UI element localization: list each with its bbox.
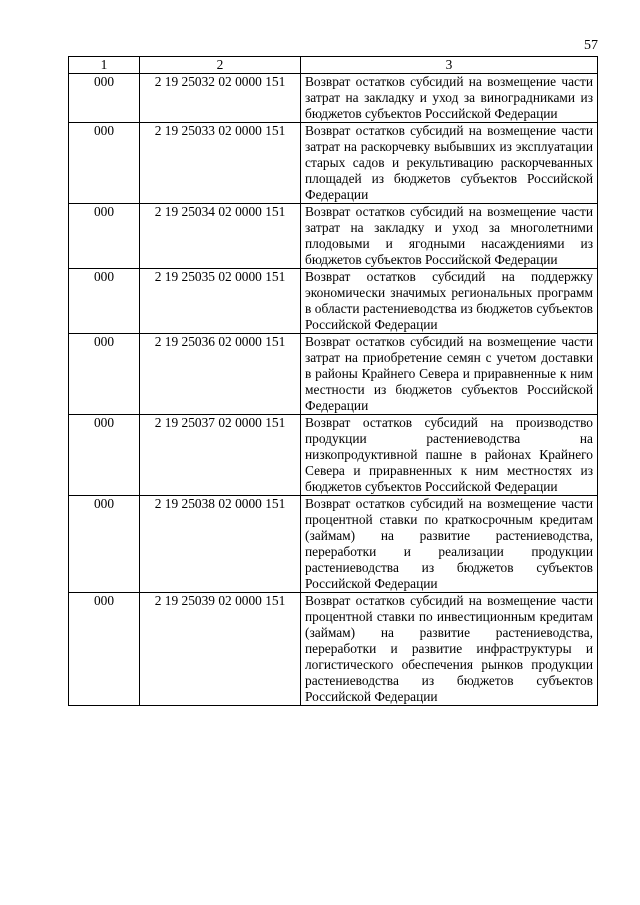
description-cell: Возврат остатков субсидий на возмещение части затрат на приобретение семян с учетом доставки в районы Крайнего Севера и приравненные к ним местности из бюджетов субъектов Российской Федерации: [301, 334, 598, 415]
description-cell: Возврат остатков субсидий на возмещение части процентной ставки по краткосрочным кредитам (займам) на развитие растениеводства, переработки и реализации продукции растениеводства из бюджетов субъектов Российской Федерации: [301, 496, 598, 593]
admin-code-cell: 000: [69, 74, 140, 123]
table-row: [69, 269, 598, 334]
budget-code-cell: 2 19 25038 02 0000 151: [140, 496, 301, 593]
table-row: [69, 74, 598, 123]
table-row: [69, 593, 598, 706]
column-header-3: 3: [301, 57, 598, 74]
page-number: 57: [584, 38, 598, 53]
admin-code-cell: 000: [69, 496, 140, 593]
table-header-row: [69, 57, 598, 74]
table-row: [69, 334, 598, 415]
description-cell: Возврат остатков субсидий на возмещение части затрат на раскорчевку выбывших из эксплуатации старых садов и рекультивацию раскорчеванных площадей из бюджетов субъектов Российской Федерации: [301, 123, 598, 204]
budget-code-cell: 2 19 25036 02 0000 151: [140, 334, 301, 415]
budget-code-cell: 2 19 25039 02 0000 151: [140, 593, 301, 706]
table-row: [69, 123, 598, 204]
column-header-2: 2: [140, 57, 301, 74]
description-cell: Возврат остатков субсидий на возмещение части затрат на закладку и уход за многолетними плодовыми и ягодными насаждениями из бюджетов субъектов Российской Федерации: [301, 204, 598, 269]
description-cell: Возврат остатков субсидий на производство продукции растениеводства на низкопродуктивной пашне в районах Крайнего Севера и приравненных к ним местностях из бюджетов субъектов Российской Федерации: [301, 415, 598, 496]
admin-code-cell: 000: [69, 334, 140, 415]
admin-code-cell: 000: [69, 269, 140, 334]
admin-code-cell: 000: [69, 593, 140, 706]
table-row: [69, 204, 598, 269]
budget-code-cell: 2 19 25033 02 0000 151: [140, 123, 301, 204]
budget-code-cell: 2 19 25034 02 0000 151: [140, 204, 301, 269]
budget-code-cell: 2 19 25037 02 0000 151: [140, 415, 301, 496]
table-row: [69, 415, 598, 496]
budget-classification-table: [68, 56, 598, 706]
budget-code-cell: 2 19 25032 02 0000 151: [140, 74, 301, 123]
admin-code-cell: 000: [69, 415, 140, 496]
admin-code-cell: 000: [69, 204, 140, 269]
admin-code-cell: 000: [69, 123, 140, 204]
description-cell: Возврат остатков субсидий на поддержку экономически значимых региональных программ в области растениеводства из бюджетов субъектов Российской Федерации: [301, 269, 598, 334]
description-cell: Возврат остатков субсидий на возмещение части затрат на закладку и уход за виноградниками из бюджетов субъектов Российской Федерации: [301, 74, 598, 123]
table-row: [69, 496, 598, 593]
column-header-1: 1: [69, 57, 140, 74]
description-cell: Возврат остатков субсидий на возмещение части процентной ставки по инвестиционным кредитам (займам) на развитие растениеводства, переработки и развитие инфраструктуры и логистического обеспечения рынков продукции растениеводства из бюджетов субъектов Российской Федерации: [301, 593, 598, 706]
budget-code-cell: 2 19 25035 02 0000 151: [140, 269, 301, 334]
